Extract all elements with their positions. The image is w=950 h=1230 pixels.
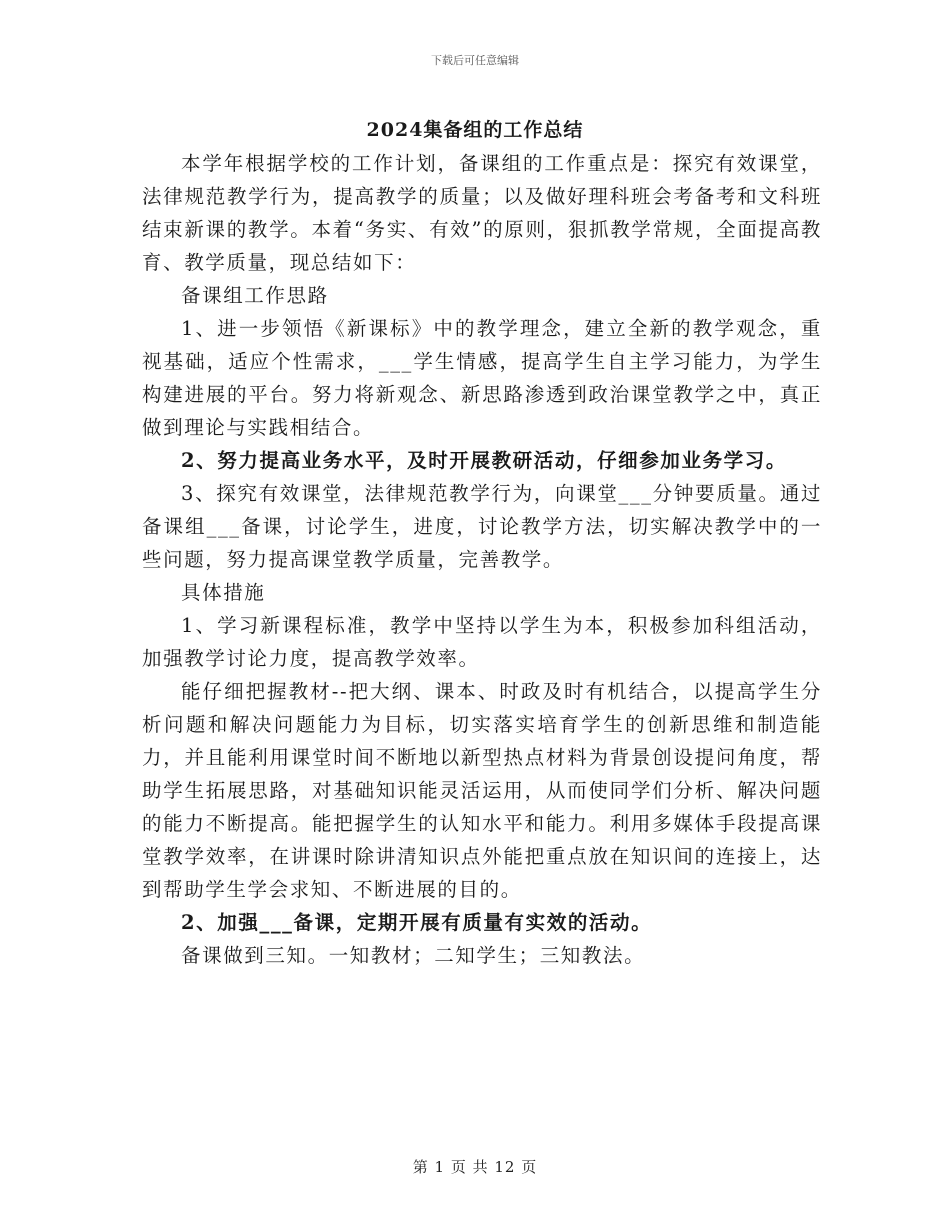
measure-detail-three-knows: 备课做到三知。一知教材；二知学生；三知教法。 (181, 944, 646, 967)
page-number: 第 1 页 共 12 页 (412, 1158, 538, 1176)
section-heading-measures: 具体措施 (181, 581, 266, 604)
measure-item-2: 2、加强___备课，定期开展有质量有实效的活动。 (181, 911, 653, 934)
approach-item-1: 1、进一步领悟《新课标》中的教学理念，建立全新的教学观念，重视基础，适应个性需求，___学生情感，提高学生自主学习能力，为学生构建进展的平台。努力将新观念、新思路渗透到政治课堂教学之中，真正做到理论与实践相结合。 (142, 317, 822, 439)
intro-paragraph: 本学年根据学校的工作计划，备课组的工作重点是：探究有效课堂，法律规范教学行为，提高教学的质量；以及做好理科班会考备考和文科班结束新课的教学。本着“务实、有效”的原则，狠抓教学常规，全面提高教育、教学质量，现总结如下： (142, 152, 822, 274)
approach-item-2: 2、努力提高业务水平，及时开展教研活动，仔细参加业务学习。 (181, 449, 787, 472)
document-body (142, 147, 822, 972)
approach-item-3: 3、探究有效课堂，法律规范教学行为，向课堂___分钟要质量。通过备课组___备课，讨论学生，进度，讨论教学方法，切实解决教学中的一些问题，努力提高课堂教学质量，完善教学。 (142, 482, 822, 571)
section-heading-approach: 备课组工作思路 (181, 284, 329, 307)
document-title: 2024集备组的工作总结 (366, 119, 584, 141)
measure-detail-paragraph: 能仔细把握教材--把大纲、课本、时政及时有机结合，以提高学生分析问题和解决问题能力为目标，切实落实培育学生的创新思维和制造能力，并且能利用课堂时间不断地以新型热点材料为背景创设提问角度，帮助学生拓展思路，对基础知识能灵活运用，从而使同学们分析、解决问题的能力不断提高。能把握学生的认知水平和能力。利用多媒体手段提高课堂教学效率，在讲课时除讲清知识点外能把重点放在知识间的连接上，达到帮助学生学会求知、不断进展的目的。 (142, 680, 822, 901)
download-note: 下载后可任意编辑 (431, 54, 519, 67)
measure-item-1: 1、学习新课程标准，教学中坚持以学生为本，积极参加科组活动，加强教学讨论力度，提高教学效率。 (142, 614, 822, 670)
